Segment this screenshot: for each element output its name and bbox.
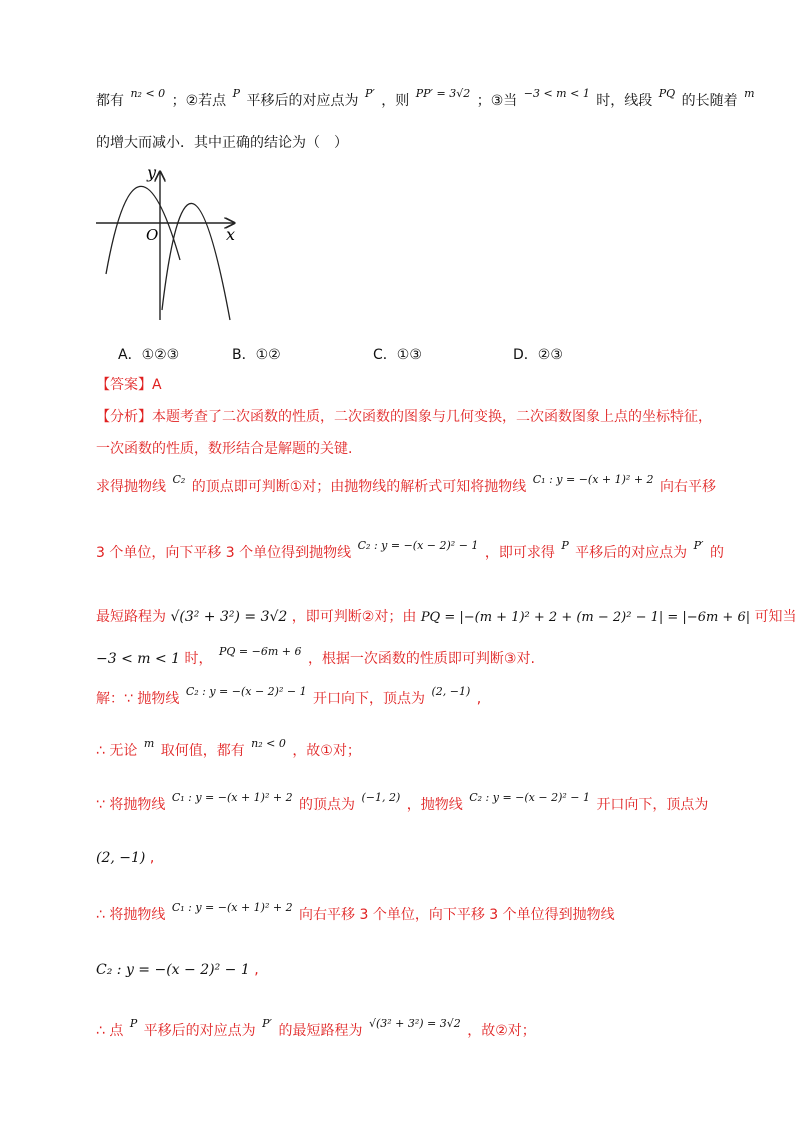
parabola-c2 (162, 203, 230, 320)
origin-label: O (146, 226, 159, 244)
parabola-graph (92, 160, 242, 330)
choice-a[interactable]: A．①②③ (118, 347, 180, 363)
analysis-line-2: 一次函数的性质，数形结合是解题的关键. (96, 441, 353, 457)
solution-line-2: ∴ 无论 $^m$ 取何值，都有 $^{n_2 < 0}$ ，故①对； (96, 737, 361, 759)
choice-b[interactable]: B．①② (232, 347, 281, 363)
analysis-line-6: −3 < m < 1 时， $^{PQ = -6m + 6}$ ，根据一次函数的性质即可判断③对. (96, 645, 535, 667)
y-axis-label: y (147, 163, 157, 182)
choice-c[interactable]: C．①③ (373, 347, 422, 363)
solution-line-4: (2, −1) , (96, 850, 155, 866)
solution-line-3: ∵ 将抛物线 $^{C_1 : y = -(x + 1)^2 + 2}$ 的顶点为 $^{(-1, 2)}$ ，抛物线 $^{C_2 : y = -(x - 2)^2 - 1}$ 开口向下，顶点为 (96, 791, 709, 813)
question-line-2: 的增大而减小．其中正确的结论为（ ） (96, 135, 348, 151)
solution-line-6: C₂ : y = −(x − 2)² − 1 , (96, 962, 259, 978)
x-axis-label: x (226, 225, 236, 244)
analysis-line-3: 求得抛物线 $^{C_2}$ 的顶点即可判断①对；由抛物线的解析式可知将抛物线 $^{C_1 : y = -(x + 1)^2 + 2}$ 向右平移 (96, 473, 716, 495)
analysis-line-4: 3 个单位，向下平移 3 个单位得到抛物线 $^{C_2 : y = -(x - 2)^2 - 1}$ ，即可求得 $^P$ 平移后的对应点为 $^{P'}$ 的 (96, 539, 724, 561)
choice-d[interactable]: D．②③ (513, 347, 563, 363)
solution-line-5: ∴ 将抛物线 $^{C_1 : y = -(x + 1)^2 + 2}$ 向右平移 3 个单位，向下平移 3 个单位得到抛物线 (96, 901, 615, 923)
solution-line-1: 解：∵ 抛物线 $^{C_2 : y = -(x - 2)^2 - 1}$ 开口向下，顶点为 $^{(2, -1)}$ , (96, 685, 482, 707)
solution-line-7: ∴ 点 $^P$ 平移后的对应点为 $^{P'}$ 的最短路程为 $^{√(3^2 + 3^2) = 3√2}$ ，故②对； (96, 1017, 536, 1039)
question-line-1: 都有 $^{n_2 < 0}$ ；②若点 $^P$ 平移后的对应点为 $^{P'}$ ，则 $^{PP' = 3√2}$ ；③当 $^{-3 < m < 1}$ 时，线段 $^{PQ}$ 的长随着 $^m$ (96, 87, 755, 109)
analysis-line-1: 【分析】本题考查了二次函数的性质，二次函数的图象与几何变换，二次函数图象上点的坐标特征， (96, 409, 712, 425)
analysis-line-5: 最短路程为 √(3² + 3²) = 3√2 ，即可判断②对；由 PQ = |−(m + 1)² + 2 + (m − 2)² − 1| = |−6m + 6| 可知当 (96, 609, 797, 625)
answer-line: 【答案】A (96, 377, 162, 393)
